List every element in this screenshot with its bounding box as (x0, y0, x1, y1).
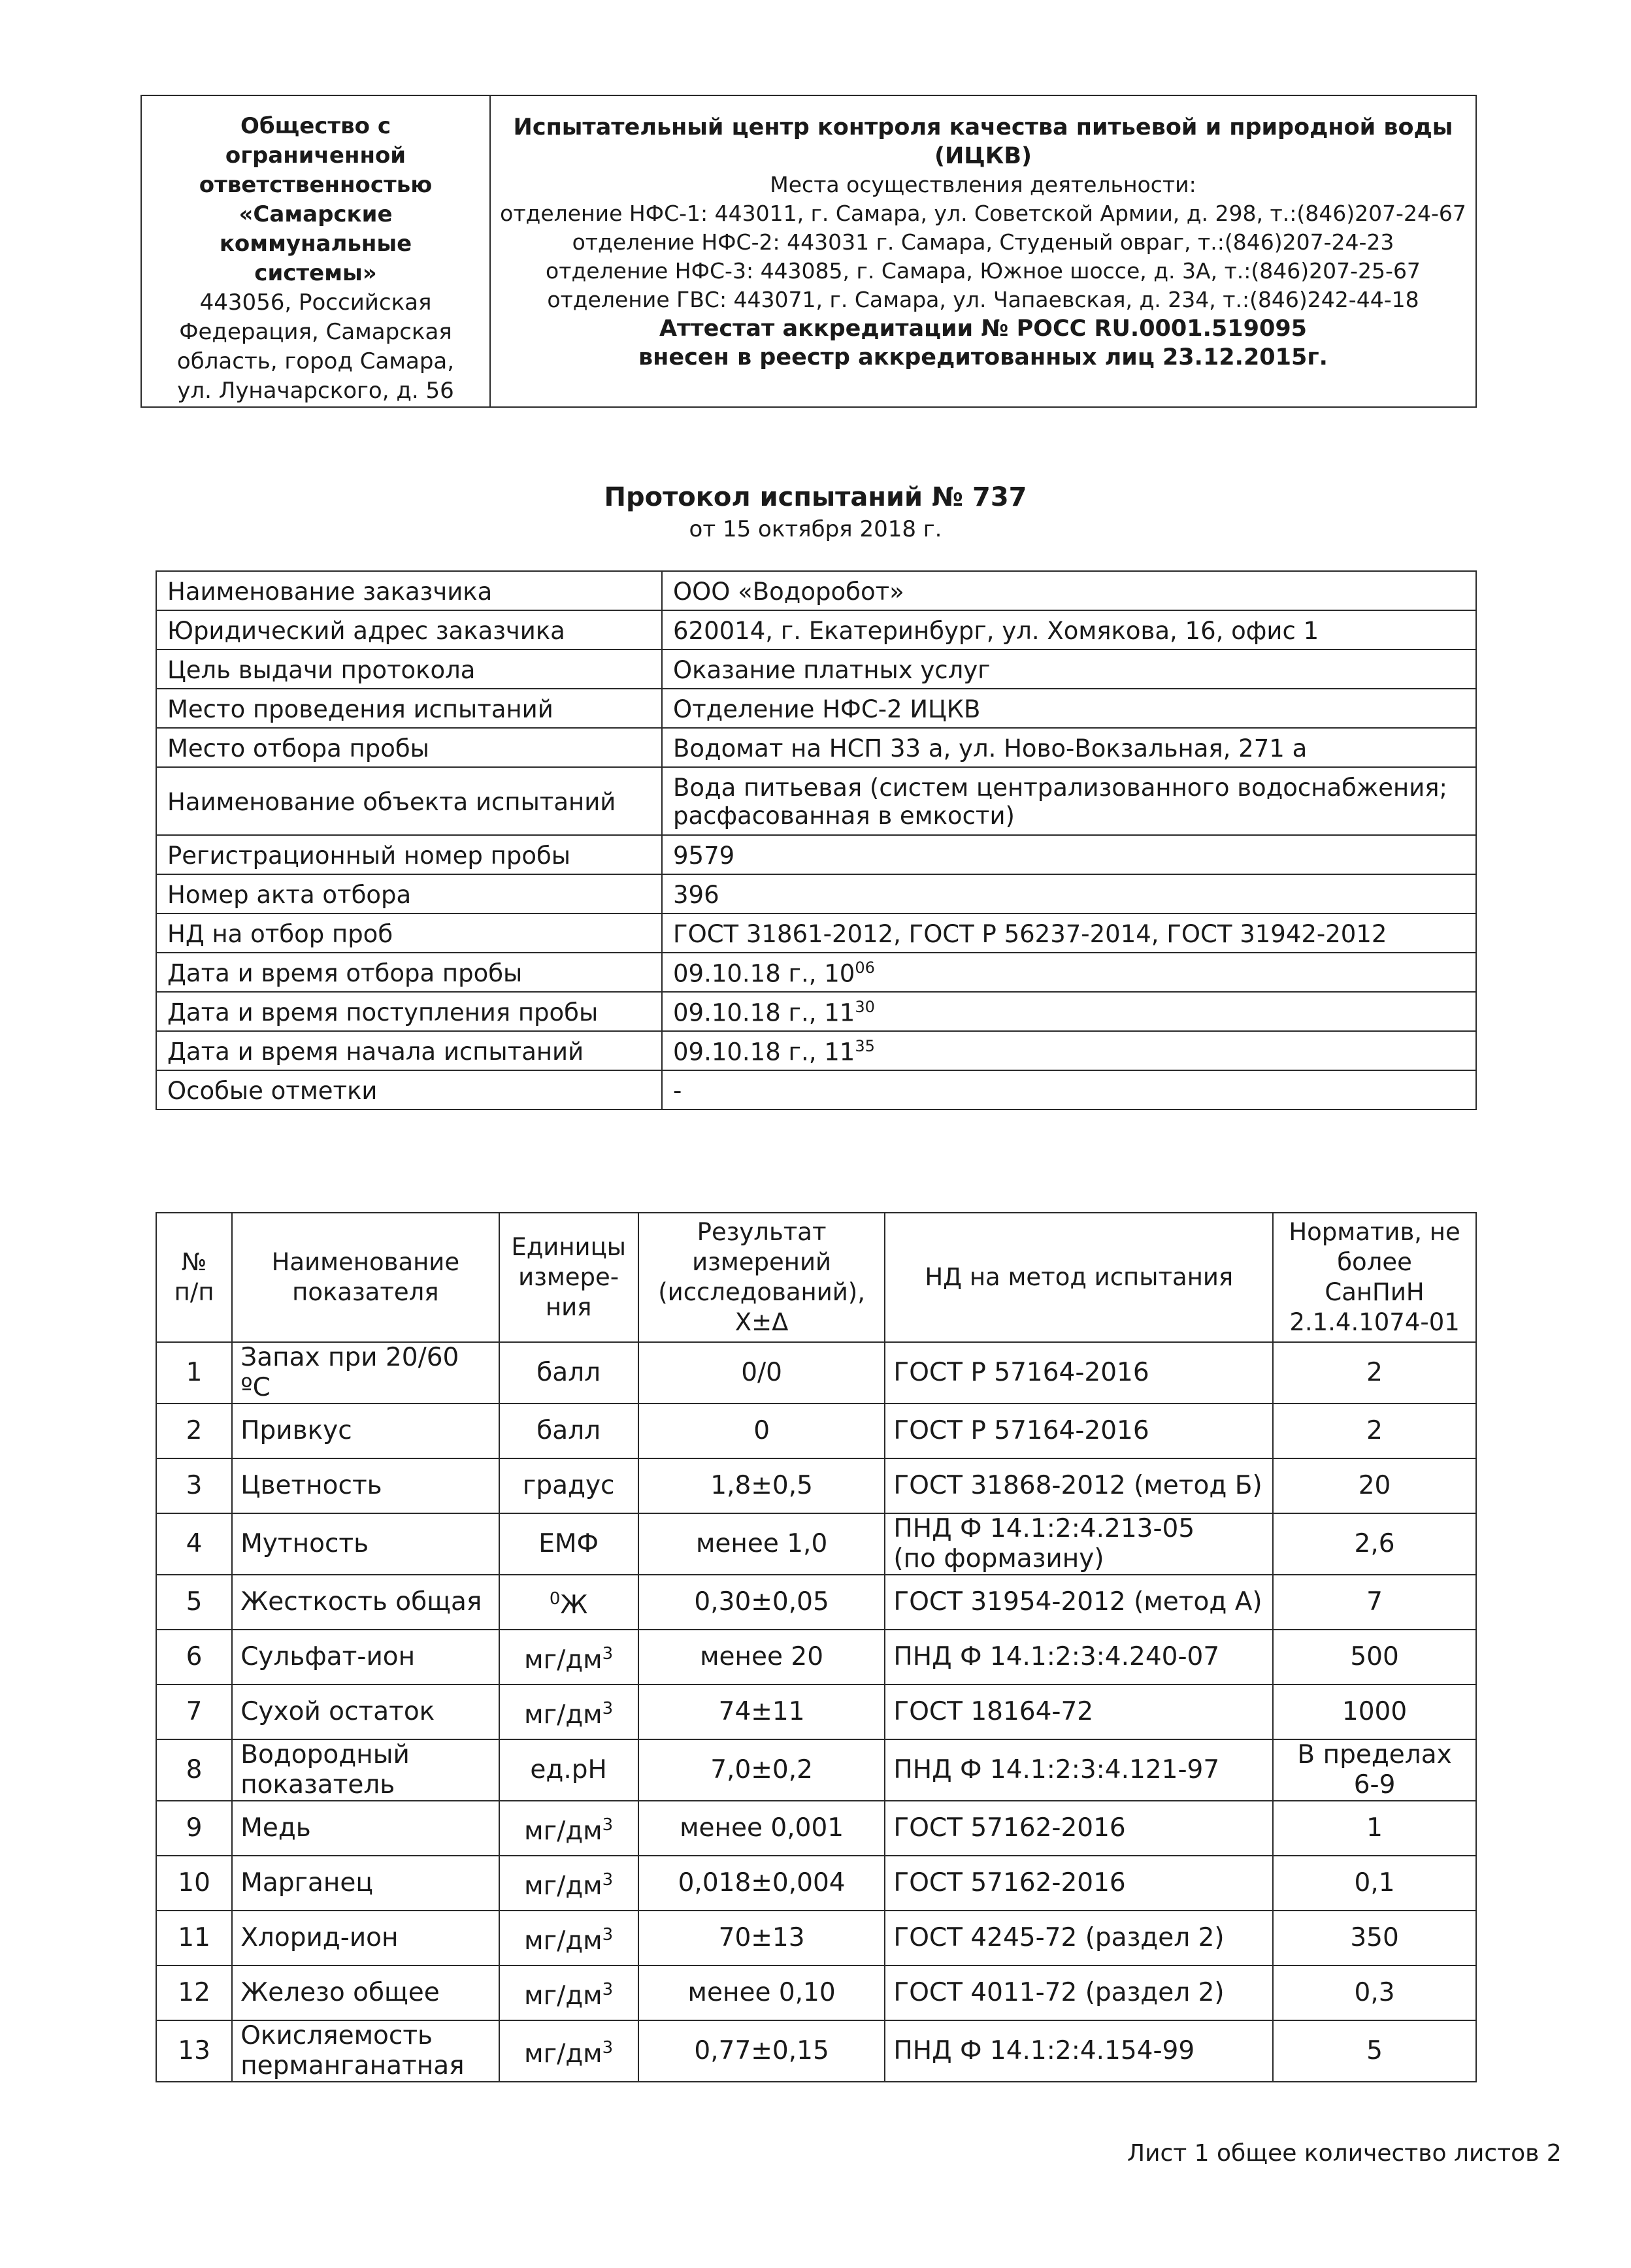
result-value: менее 0,001 (638, 1801, 885, 1856)
info-label: Место отбора пробы (156, 728, 662, 767)
unit-exponent: 3 (602, 1644, 614, 1664)
norm-value: 0,1 (1273, 1856, 1476, 1911)
info-value: Оказание платных услуг (662, 649, 1476, 689)
unit (499, 1801, 638, 1856)
header-line: показателя (292, 1278, 439, 1306)
unit (499, 1965, 638, 2020)
center-abbrev: (ИЦКВ) (934, 143, 1032, 169)
unit-exponent: 3 (602, 1815, 614, 1835)
unit: градус (499, 1458, 638, 1513)
info-row (156, 767, 1476, 835)
org-address-line: 443056, Российская (199, 289, 432, 316)
header-line: измерений (692, 1248, 832, 1276)
org-name-line: коммунальные (219, 231, 412, 257)
header-line: более (1337, 1248, 1412, 1276)
info-row (156, 1031, 1476, 1070)
unit: ед.pH (499, 1739, 638, 1801)
unit (499, 1575, 638, 1630)
info-label: Дата и время отбора пробы (156, 953, 662, 992)
result-value: 0/0 (638, 1342, 885, 1404)
unit-exponent: 3 (602, 1699, 614, 1718)
norm-value (1273, 1739, 1476, 1801)
info-row (156, 649, 1476, 689)
accreditation-line: внесен в реестр аккредитованных лиц 23.12.2015г. (638, 344, 1328, 370)
info-value: - (662, 1070, 1476, 1109)
unit-text: мг/дм (524, 1645, 602, 1675)
indicator-name: Железо общее (232, 1965, 499, 2020)
info-value: ГОСТ 31861-2012, ГОСТ Р 56237-2014, ГОСТ 31942-2012 (662, 913, 1476, 953)
unit-text: мг/дм (524, 1816, 602, 1846)
sample-info-table (156, 570, 1477, 1110)
unit-text: Ж (560, 1590, 588, 1620)
degree-marker: 0 (549, 1589, 561, 1609)
norm-value: 2 (1273, 1342, 1476, 1404)
unit-exponent: 3 (602, 1925, 614, 1945)
norm-value: 350 (1273, 1911, 1476, 1965)
table-row (156, 1801, 1476, 1856)
test-method: ГОСТ 4245-72 (раздел 2) (885, 1911, 1273, 1965)
test-method: ГОСТ 57162-2016 (885, 1856, 1273, 1911)
org-name-line: системы» (254, 260, 377, 286)
table-row (156, 1965, 1476, 2020)
indicator-name: Цветность (232, 1458, 499, 1513)
col-header-unit (499, 1213, 638, 1342)
result-value: 7,0±0,2 (638, 1739, 885, 1801)
row-number: 1 (156, 1342, 232, 1404)
info-row (156, 992, 1476, 1031)
test-method: ГОСТ 57162-2016 (885, 1801, 1273, 1856)
header-line: ния (545, 1293, 592, 1321)
info-value: ООО «Водоробот» (662, 571, 1476, 610)
datetime-minutes: 35 (855, 1036, 875, 1055)
unit: балл (499, 1342, 638, 1404)
col-header-method (885, 1213, 1273, 1342)
info-value (662, 953, 1476, 992)
info-label: Юридический адрес заказчика (156, 610, 662, 649)
result-value: 70±13 (638, 1911, 885, 1965)
protocol-title-block (0, 480, 1631, 544)
test-method: ПНД Ф 14.1:2:4.154-99 (885, 2020, 1273, 2082)
indicator-name (232, 2020, 499, 2082)
info-value: Отделение НФС-2 ИЦКВ (662, 689, 1476, 728)
result-value: менее 20 (638, 1630, 885, 1685)
header-line: СанПиН (1325, 1278, 1425, 1306)
indicator-name: Жесткость общая (232, 1575, 499, 1630)
unit-exponent: 3 (602, 1980, 614, 1999)
info-label: Особые отметки (156, 1070, 662, 1109)
test-method (885, 1513, 1273, 1575)
datetime-minutes: 30 (855, 997, 875, 1016)
col-header-name (232, 1213, 499, 1342)
col-header-result (638, 1213, 885, 1342)
method-line: ПНД Ф 14.1:2:4.213-05 (893, 1514, 1195, 1543)
result-value: менее 0,10 (638, 1965, 885, 2020)
org-name-line: «Самарские (239, 201, 393, 227)
norm-value: 0,3 (1273, 1965, 1476, 2020)
header-line: (исследований), (658, 1278, 865, 1306)
places-label: Места осуществления деятельности: (770, 172, 1196, 197)
header-line: НД на метод испытания (925, 1263, 1234, 1291)
test-method: ГОСТ 31868-2012 (метод Б) (885, 1458, 1273, 1513)
table-row (156, 1404, 1476, 1458)
org-name-line: Общество с (240, 113, 391, 139)
unit (499, 1630, 638, 1685)
name-line: показатель (240, 1770, 395, 1800)
unit-text: мг/дм (524, 1700, 602, 1730)
header-line: 2.1.4.1074-01 (1289, 1308, 1460, 1336)
department-line: отделение ГВС: 443071, г. Самара, ул. Чапаевская, д. 234, т.:(846)242-44-18 (547, 287, 1419, 312)
unit-text: мг/дм (524, 1871, 602, 1901)
test-method: ПНД Ф 14.1:2:3:4.121-97 (885, 1739, 1273, 1801)
results-header-row (156, 1213, 1476, 1342)
page-footer: Лист 1 общее количество листов 2 (1127, 2140, 1562, 2167)
norm-value: 2 (1273, 1404, 1476, 1458)
result-value: 0,018±0,004 (638, 1856, 885, 1911)
indicator-name: Запах при 20/60 ºС (232, 1342, 499, 1404)
info-row (156, 728, 1476, 767)
unit: ЕМФ (499, 1513, 638, 1575)
header-line: п/п (174, 1278, 214, 1306)
norm-value: 7 (1273, 1575, 1476, 1630)
table-row (156, 1685, 1476, 1739)
test-method: ГОСТ 31954-2012 (метод А) (885, 1575, 1273, 1630)
row-number: 5 (156, 1575, 232, 1630)
unit-text: мг/дм (524, 1926, 602, 1956)
info-row (156, 571, 1476, 610)
header-line: Единицы (511, 1233, 626, 1261)
test-method: ГОСТ 18164-72 (885, 1685, 1273, 1739)
info-label: Номер акта отбора (156, 874, 662, 913)
header-line: № (181, 1248, 207, 1276)
header-line: Результат (697, 1218, 827, 1246)
indicator-name (232, 1739, 499, 1801)
norm-value: 1 (1273, 1801, 1476, 1856)
header-box (140, 95, 1477, 408)
name-line: Окисляемость (240, 2021, 433, 2050)
indicator-name: Марганец (232, 1856, 499, 1911)
result-value: 0,30±0,05 (638, 1575, 885, 1630)
test-method: ГОСТ Р 57164-2016 (885, 1404, 1273, 1458)
unit (499, 1856, 638, 1911)
table-row (156, 1630, 1476, 1685)
datetime-text: 09.10.18 г., 11 (673, 1038, 855, 1066)
info-label: Дата и время поступления пробы (156, 992, 662, 1031)
info-row (156, 1070, 1476, 1109)
unit-text: мг/дм (524, 2039, 602, 2069)
row-number: 3 (156, 1458, 232, 1513)
col-header-number (156, 1213, 232, 1342)
header-line: Норматив, не (1289, 1218, 1460, 1246)
table-row (156, 1575, 1476, 1630)
row-number: 2 (156, 1404, 232, 1458)
row-number: 4 (156, 1513, 232, 1575)
norm-value: 5 (1273, 2020, 1476, 2082)
header-line: Наименование (271, 1248, 460, 1276)
org-address-line: Федерация, Самарская (179, 319, 452, 345)
info-label: Цель выдачи протокола (156, 649, 662, 689)
datetime-text: 09.10.18 г., 11 (673, 998, 855, 1027)
table-row (156, 1342, 1476, 1404)
indicator-name: Мутность (232, 1513, 499, 1575)
info-label: Регистрационный номер пробы (156, 835, 662, 874)
name-line: перманганатная (240, 2051, 465, 2080)
org-name-line: ответственностью (199, 172, 433, 198)
department-line: отделение НФС-2: 443031 г. Самара, Студеный овраг, т.:(846)207-24-23 (572, 229, 1394, 255)
info-label: Дата и время начала испытаний (156, 1031, 662, 1070)
info-value (662, 767, 1476, 835)
result-value: менее 1,0 (638, 1513, 885, 1575)
result-value: 1,8±0,5 (638, 1458, 885, 1513)
info-value-line: Вода питьевая (систем централизованного водоснабжения; (673, 774, 1447, 802)
test-center-cell (490, 95, 1476, 407)
norm-value: 1000 (1273, 1685, 1476, 1739)
table-row (156, 1739, 1476, 1801)
norm-value: 20 (1273, 1458, 1476, 1513)
organization-cell (141, 95, 490, 407)
row-number: 9 (156, 1801, 232, 1856)
department-line: отделение НФС-1: 443011, г. Самара, ул. Советской Армии, д. 298, т.:(846)207-24-67 (500, 201, 1466, 226)
info-value: 9579 (662, 835, 1476, 874)
unit-text: мг/дм (524, 1981, 602, 2011)
col-header-norm (1273, 1213, 1476, 1342)
unit-exponent: 3 (602, 1870, 614, 1890)
indicator-name: Медь (232, 1801, 499, 1856)
norm-line: В пределах (1297, 1740, 1452, 1769)
table-row (156, 2020, 1476, 2082)
info-label: Наименование заказчика (156, 571, 662, 610)
results-table (156, 1212, 1477, 2082)
unit (499, 2020, 638, 2082)
norm-value: 500 (1273, 1630, 1476, 1685)
info-value: Водомат на НСП 33 а, ул. Ново-Вокзальная, 271 а (662, 728, 1476, 767)
indicator-name: Сульфат-ион (232, 1630, 499, 1685)
result-value: 74±11 (638, 1685, 885, 1739)
result-value: 0 (638, 1404, 885, 1458)
info-row (156, 610, 1476, 649)
row-number: 7 (156, 1685, 232, 1739)
protocol-date: от 15 октября 2018 г. (689, 516, 942, 542)
info-row (156, 874, 1476, 913)
info-value: 396 (662, 874, 1476, 913)
unit: балл (499, 1404, 638, 1458)
department-line: отделение НФС-3: 443085, г. Самара, Южное шоссе, д. 3А, т.:(846)207-25-67 (546, 258, 1421, 284)
row-number: 11 (156, 1911, 232, 1965)
indicator-name: Сухой остаток (232, 1685, 499, 1739)
header-line: измере- (518, 1263, 619, 1291)
norm-line: 6-9 (1353, 1770, 1396, 1800)
info-row (156, 953, 1476, 992)
header-line: Х±Δ (734, 1308, 789, 1336)
protocol-title: Протокол испытаний № 737 (604, 482, 1027, 512)
table-row (156, 1856, 1476, 1911)
table-row (156, 1458, 1476, 1513)
org-address-line: область, город Самара, (176, 348, 455, 374)
info-label: Наименование объекта испытаний (156, 767, 662, 835)
center-title: Испытательный центр контроля качества питьевой и природной воды (513, 114, 1453, 140)
info-value (662, 1031, 1476, 1070)
accreditation-line: Аттестат аккредитации № РОСС RU.0001.519095 (659, 316, 1308, 342)
info-value-line: расфасованная в емкости) (673, 802, 1015, 830)
table-row (156, 1911, 1476, 1965)
org-name-line: ограниченной (225, 142, 406, 169)
row-number: 12 (156, 1965, 232, 2020)
info-row (156, 689, 1476, 728)
row-number: 6 (156, 1630, 232, 1685)
info-row (156, 913, 1476, 953)
info-row (156, 835, 1476, 874)
indicator-name: Привкус (232, 1404, 499, 1458)
datetime-minutes: 06 (855, 958, 875, 977)
row-number: 10 (156, 1856, 232, 1911)
row-number: 8 (156, 1739, 232, 1801)
row-number: 13 (156, 2020, 232, 2082)
info-value (662, 992, 1476, 1031)
name-line: Водородный (240, 1740, 410, 1769)
result-value: 0,77±0,15 (638, 2020, 885, 2082)
info-label: НД на отбор проб (156, 913, 662, 953)
unit (499, 1911, 638, 1965)
method-line: (по формазину) (893, 1544, 1104, 1573)
unit (499, 1685, 638, 1739)
test-method: ГОСТ 4011-72 (раздел 2) (885, 1965, 1273, 2020)
test-method: ГОСТ Р 57164-2016 (885, 1342, 1273, 1404)
datetime-text: 09.10.18 г., 10 (673, 959, 855, 988)
indicator-name: Хлорид-ион (232, 1911, 499, 1965)
org-address-line: ул. Луначарского, д. 56 (177, 378, 454, 404)
unit-exponent: 3 (602, 2038, 614, 2058)
norm-value: 2,6 (1273, 1513, 1476, 1575)
test-method: ПНД Ф 14.1:2:3:4.240-07 (885, 1630, 1273, 1685)
info-value: 620014, г. Екатеринбург, ул. Хомякова, 16, офис 1 (662, 610, 1476, 649)
table-row (156, 1513, 1476, 1575)
info-label: Место проведения испытаний (156, 689, 662, 728)
